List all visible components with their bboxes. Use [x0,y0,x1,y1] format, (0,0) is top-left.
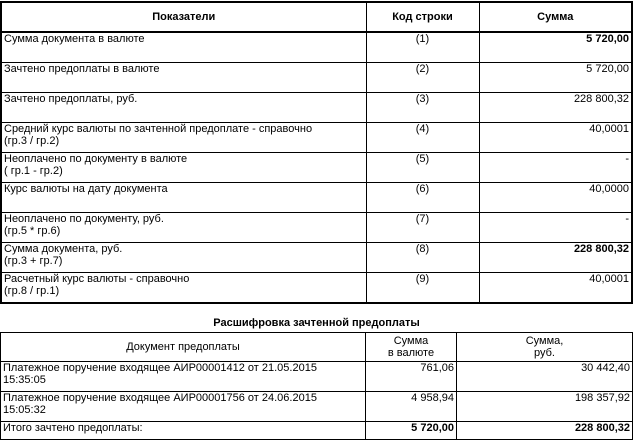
indicator-label [1,63,366,93]
label-text: Неоплачено по документу, руб. [4,213,164,225]
sum-value: 40,0001 [479,273,632,304]
sum-value: 228 800,32 [479,93,632,123]
table-row [1,243,632,273]
row-code: (7) [366,213,479,243]
indicator-label [1,183,366,213]
formula-note: (гр.8 / гр.1) [4,285,60,297]
header-indicators: Показатели [1,2,366,32]
total-row [1,422,633,440]
document-time: 15:35:05 [3,374,46,386]
indicator-label [1,32,366,63]
sum-value: 40,0000 [479,183,632,213]
formula-note: ( гр.1 - гр.2) [4,165,63,177]
document-time: 15:05:32 [3,404,46,416]
indicator-label [1,153,366,183]
document-cell [1,392,366,422]
header-text: в валюте [387,347,435,359]
header-document: Документ предоплаты [1,333,366,362]
formula-note: (гр.3 + гр.7) [4,255,63,267]
sum-value: - [479,153,632,183]
total-rub: 228 800,32 [457,422,633,440]
indicator-label [1,93,366,123]
row-code: (6) [366,183,479,213]
sum-currency: 4 958,94 [366,392,457,422]
label-text: Курс валюты на дату документа [4,183,168,195]
row-code: (3) [366,93,479,123]
row-code: (4) [366,123,479,153]
table-row [1,392,633,422]
label-text: Средний курс валюты по зачтенной предоплате - справочно [4,123,313,135]
header-row-code: Код строки [366,2,479,32]
header-text: Сумма [393,335,429,347]
prepayment-title: Расшифровка зачтенной предоплаты [213,317,420,329]
header-sum-rub [457,333,633,362]
table-row [1,213,632,243]
total-label: Итого зачтено предоплаты: [1,422,366,440]
sum-rub: 30 442,40 [457,362,633,392]
formula-note: (гр.5 * гр.6) [4,225,61,237]
table-row [1,362,633,392]
row-code: (8) [366,243,479,273]
header-sum-currency [366,333,457,362]
indicator-label [1,123,366,153]
label-text: Расчетный курс валюты - справочно [4,273,190,285]
prepayment-table [0,332,633,440]
table-row [1,273,632,304]
indicator-label [1,243,366,273]
header-text: руб. [534,347,555,359]
formula-note: (гр.3 / гр.2) [4,135,60,147]
row-code: (1) [366,32,479,63]
table-row [1,32,632,63]
sum-rub: 198 357,92 [457,392,633,422]
indicator-label [1,213,366,243]
table-row [1,153,632,183]
header-text: Сумма, [525,335,564,347]
label-text: Неоплачено по документу в валюте [4,153,188,165]
document-cell [1,362,366,392]
indicator-label [1,273,366,304]
label-text: Зачтено предоплаты, руб. [4,93,138,105]
table-row [1,183,632,213]
total-currency: 5 720,00 [366,422,457,440]
label-text: Зачтено предоплаты в валюте [4,63,160,75]
label-text: Сумма документа в валюте [4,33,145,45]
sum-value: 5 720,00 [479,32,632,63]
table-row [1,93,632,123]
row-code: (5) [366,153,479,183]
document-name: Платежное поручение входящее АИР00001412 от 21.05.2015 [3,362,317,374]
sum-currency: 761,06 [366,362,457,392]
document-name: Платежное поручение входящее АИР00001756 от 24.06.2015 [3,392,317,404]
table-row [1,63,632,93]
label-text: Сумма документа, руб. [4,243,123,255]
sum-value: 228 800,32 [479,243,632,273]
sum-value: - [479,213,632,243]
row-code: (9) [366,273,479,304]
sum-value: 40,0001 [479,123,632,153]
table-row [1,123,632,153]
header-sum: Сумма [479,2,632,32]
row-code: (2) [366,63,479,93]
sum-value: 5 720,00 [479,63,632,93]
indicators-table [0,1,633,304]
